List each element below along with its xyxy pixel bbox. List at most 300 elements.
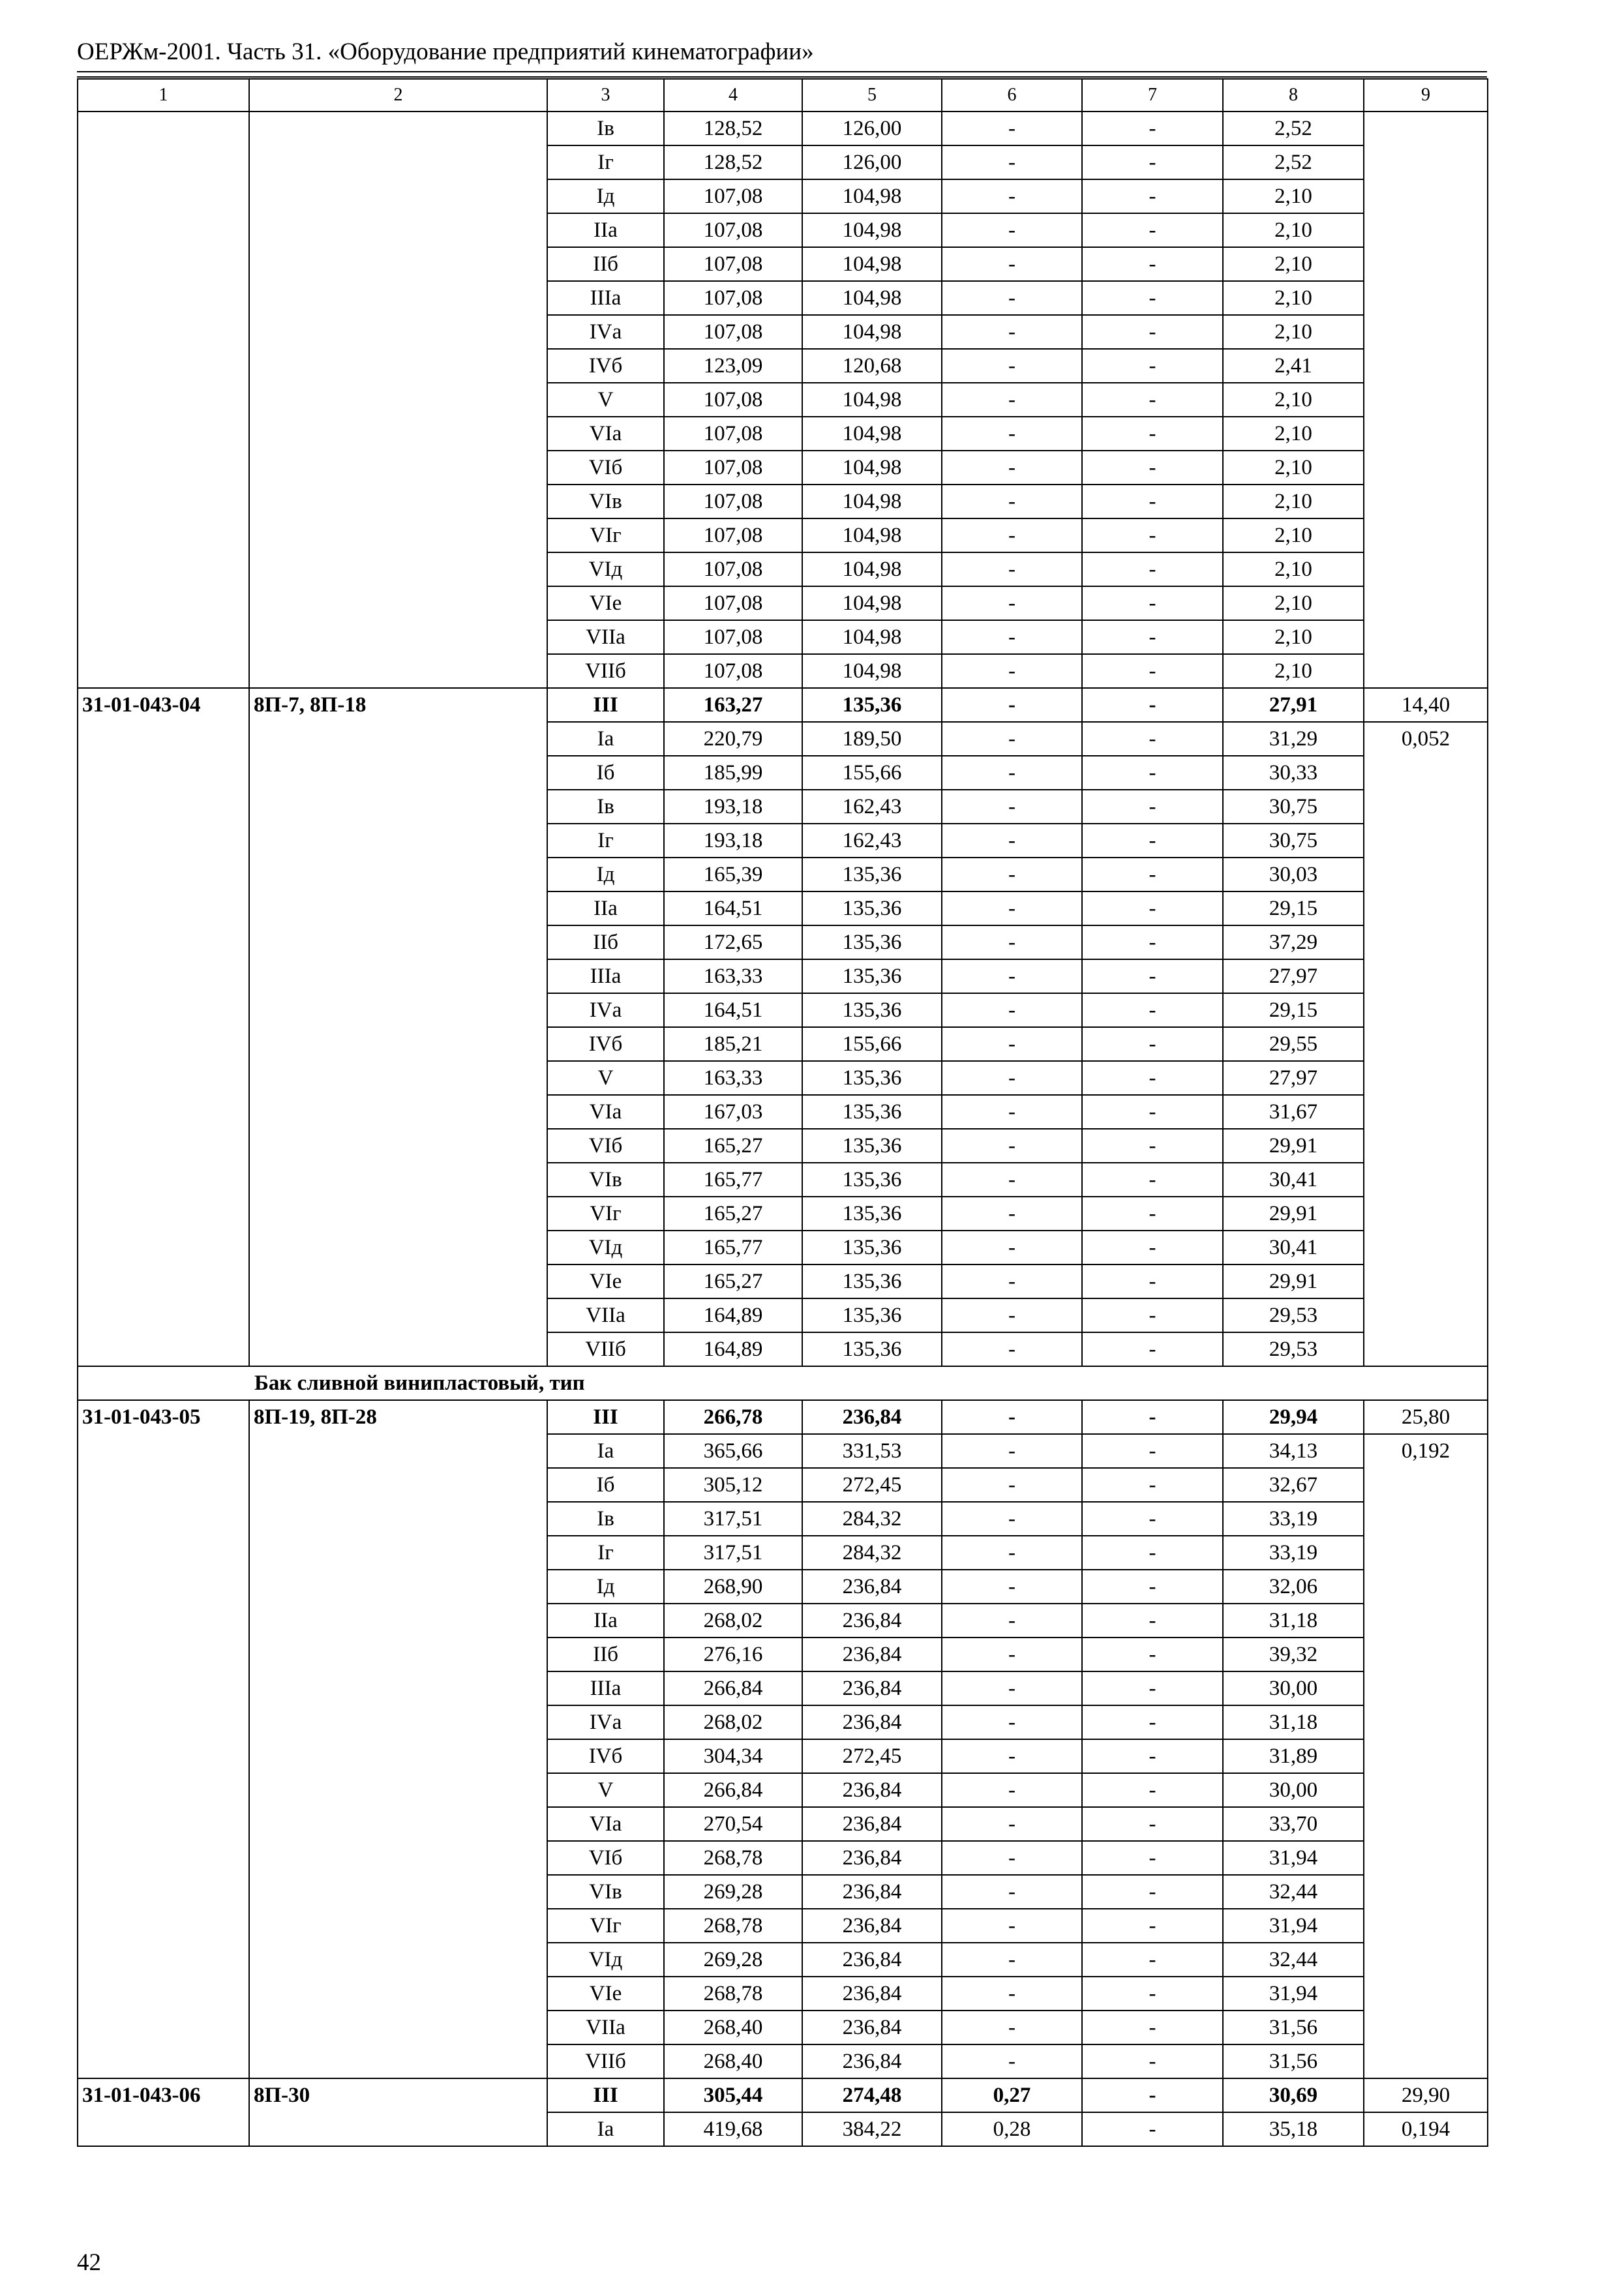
cell-col-7: -: [1082, 722, 1223, 756]
cell-col-3: IIб: [547, 247, 664, 281]
cell-col-4: 185,99: [664, 756, 802, 790]
cell-col-6: -: [942, 1061, 1082, 1095]
cell-col-5: 272,45: [802, 1739, 942, 1773]
cell-col-5: 236,84: [802, 1875, 942, 1909]
table-row: [78, 2078, 1488, 2112]
cell-col-6: -: [942, 1129, 1082, 1163]
cell-col-6: -: [942, 1231, 1082, 1264]
cell-col-6: -: [942, 383, 1082, 417]
column-number-7: 7: [1082, 79, 1223, 112]
cell-col-5: 104,98: [802, 383, 942, 417]
cell-col-3: IVб: [547, 1739, 664, 1773]
cell-col-8: 2,52: [1223, 145, 1364, 179]
cell-col-8: 29,53: [1223, 1332, 1364, 1366]
cell-col-4: 107,08: [664, 654, 802, 688]
cell-col-3: Iа: [547, 1434, 664, 1468]
cell-col-5: 274,48: [802, 2078, 942, 2112]
cell-col-5: 135,36: [802, 959, 942, 993]
cell-col-3: Iв: [547, 1502, 664, 1536]
cell-col-3: VIб: [547, 1129, 664, 1163]
cell-col-6: -: [942, 1163, 1082, 1197]
cell-col-3: IIIа: [547, 281, 664, 315]
cell-col-5: 135,36: [802, 925, 942, 959]
cell-col-7: -: [1082, 1807, 1223, 1841]
cell-col-5: 236,84: [802, 1671, 942, 1705]
cell-col-5: 135,36: [802, 1332, 942, 1366]
cell-col-7: -: [1082, 2078, 1223, 2112]
cell-col-7: -: [1082, 315, 1223, 349]
cell-col-7: -: [1082, 654, 1223, 688]
cell-col-3: Iа: [547, 722, 664, 756]
cell-col-4: 266,84: [664, 1671, 802, 1705]
cell-col-7: -: [1082, 620, 1223, 654]
cell-col-5: 155,66: [802, 1027, 942, 1061]
cell-col-4: 268,40: [664, 2011, 802, 2044]
cell-col-4: 193,18: [664, 824, 802, 858]
cell-col-3: VIв: [547, 485, 664, 518]
column-number-8: 8: [1223, 79, 1364, 112]
cell-col-5: 104,98: [802, 213, 942, 247]
cell-col-7: -: [1082, 2112, 1223, 2146]
cell-col-5: 104,98: [802, 179, 942, 213]
cell-col-3: IVа: [547, 993, 664, 1027]
cell-col-3: VIг: [547, 1197, 664, 1231]
cell-col-3: VIв: [547, 1875, 664, 1909]
cell-col-5: 104,98: [802, 451, 942, 485]
cell-col-6: -: [942, 824, 1082, 858]
cell-col-4: 269,28: [664, 1875, 802, 1909]
cell-col-4: 268,90: [664, 1570, 802, 1604]
cell-col-6: -: [942, 688, 1082, 722]
col9-value: 14,40: [1364, 688, 1488, 722]
cell-col-6: -: [942, 1638, 1082, 1671]
cell-col-3: Iб: [547, 1468, 664, 1502]
cell-col-3: Iг: [547, 1536, 664, 1570]
cell-col-8: 31,94: [1223, 1841, 1364, 1875]
cell-col-8: 39,32: [1223, 1638, 1364, 1671]
cell-col-3: VIIб: [547, 1332, 664, 1366]
cell-col-3: IIа: [547, 213, 664, 247]
cell-col-3: Iг: [547, 824, 664, 858]
cell-col-3: VIд: [547, 1231, 664, 1264]
cell-col-3: IIIа: [547, 1671, 664, 1705]
cell-col-6: -: [942, 858, 1082, 891]
cell-col-3: III: [547, 688, 664, 722]
cell-col-7: -: [1082, 451, 1223, 485]
cell-col-5: 104,98: [802, 518, 942, 552]
cell-col-5: 135,36: [802, 1298, 942, 1332]
cell-col-7: -: [1082, 552, 1223, 586]
cell-col-7: -: [1082, 2011, 1223, 2044]
cell-col-6: -: [942, 790, 1082, 824]
cell-col-5: 104,98: [802, 620, 942, 654]
cell-col-5: 135,36: [802, 688, 942, 722]
cell-col-8: 27,97: [1223, 959, 1364, 993]
cell-col-4: 107,08: [664, 417, 802, 451]
cell-col-3: Iв: [547, 112, 664, 145]
cell-col-8: 33,19: [1223, 1536, 1364, 1570]
cell-col-7: -: [1082, 959, 1223, 993]
cell-col-4: 220,79: [664, 722, 802, 756]
cell-col-8: 31,67: [1223, 1095, 1364, 1129]
cell-col-6: -: [942, 451, 1082, 485]
cell-col-8: 29,15: [1223, 891, 1364, 925]
cell-col-3: V: [547, 1061, 664, 1095]
cell-col-4: 107,08: [664, 281, 802, 315]
table-row: [78, 112, 1488, 145]
cell-col-5: 104,98: [802, 552, 942, 586]
cell-col-4: 185,21: [664, 1027, 802, 1061]
cell-col-8: 32,06: [1223, 1570, 1364, 1604]
cell-col-5: 135,36: [802, 1197, 942, 1231]
cell-col-3: Iв: [547, 790, 664, 824]
cell-col-6: -: [942, 756, 1082, 790]
header-rule: [77, 71, 1487, 72]
cell-col-4: 193,18: [664, 790, 802, 824]
cell-col-5: 236,84: [802, 1773, 942, 1807]
cell-col-3: IVа: [547, 315, 664, 349]
cell-col-3: III: [547, 1400, 664, 1434]
page-number: 42: [77, 2249, 101, 2276]
cell-col-3: VIд: [547, 1943, 664, 1977]
cell-col-8: 30,75: [1223, 790, 1364, 824]
cell-col-7: -: [1082, 1875, 1223, 1909]
cell-col-3: Iд: [547, 179, 664, 213]
cell-col-8: 29,91: [1223, 1264, 1364, 1298]
cell-col-3: VIе: [547, 586, 664, 620]
cell-col-6: -: [942, 1570, 1082, 1604]
cell-col-7: -: [1082, 756, 1223, 790]
cell-col-6: -: [942, 1264, 1082, 1298]
cell-col-8: 29,91: [1223, 1129, 1364, 1163]
cell-col-4: 268,78: [664, 1977, 802, 2011]
cell-col-4: 269,28: [664, 1943, 802, 1977]
cell-col-4: 165,27: [664, 1197, 802, 1231]
cell-col-8: 32,44: [1223, 1875, 1364, 1909]
header-rule-double: [77, 76, 1487, 78]
cell-col-4: 107,08: [664, 620, 802, 654]
cell-col-3: Iд: [547, 1570, 664, 1604]
cell-col-8: 32,67: [1223, 1468, 1364, 1502]
cell-col-6: -: [942, 1095, 1082, 1129]
cell-col-3: IIа: [547, 891, 664, 925]
cell-col-6: -: [942, 1197, 1082, 1231]
cell-col-5: 162,43: [802, 824, 942, 858]
cell-col-8: 2,10: [1223, 179, 1364, 213]
cell-col-3: VIа: [547, 1807, 664, 1841]
cell-col-7: -: [1082, 1434, 1223, 1468]
cell-col-4: 165,27: [664, 1264, 802, 1298]
cell-col-3: VIд: [547, 552, 664, 586]
rate-name: [249, 112, 547, 688]
cell-col-5: 135,36: [802, 1129, 942, 1163]
cell-col-7: -: [1082, 1638, 1223, 1671]
cell-col-6: 0,28: [942, 2112, 1082, 2146]
column-number-1: 1: [78, 79, 249, 112]
cell-col-7: -: [1082, 925, 1223, 959]
cell-col-8: 27,97: [1223, 1061, 1364, 1095]
rates-table: [77, 78, 1488, 2147]
cell-col-8: 33,70: [1223, 1807, 1364, 1841]
cell-col-4: 276,16: [664, 1638, 802, 1671]
cell-col-6: -: [942, 1739, 1082, 1773]
cell-col-7: -: [1082, 1841, 1223, 1875]
cell-col-4: 164,89: [664, 1332, 802, 1366]
column-number-3: 3: [547, 79, 664, 112]
rate-name: 8П-30: [249, 2078, 547, 2146]
cell-col-5: 135,36: [802, 1264, 942, 1298]
cell-col-6: -: [942, 620, 1082, 654]
cell-col-7: -: [1082, 586, 1223, 620]
cell-col-7: -: [1082, 824, 1223, 858]
cell-col-8: 29,55: [1223, 1027, 1364, 1061]
cell-col-7: -: [1082, 1705, 1223, 1739]
cell-col-5: 135,36: [802, 858, 942, 891]
cell-col-8: 29,53: [1223, 1298, 1364, 1332]
cell-col-5: 236,84: [802, 1807, 942, 1841]
cell-col-6: -: [942, 485, 1082, 518]
section-title: Бак сливной винипластовый, тип: [78, 1366, 1488, 1400]
cell-col-3: VIа: [547, 1095, 664, 1129]
cell-col-6: -: [942, 1536, 1082, 1570]
cell-col-3: VIг: [547, 1909, 664, 1943]
cell-col-8: 2,10: [1223, 518, 1364, 552]
cell-col-6: -: [942, 1027, 1082, 1061]
cell-col-3: V: [547, 1773, 664, 1807]
cell-col-6: -: [942, 1807, 1082, 1841]
cell-col-7: -: [1082, 112, 1223, 145]
cell-col-8: 30,00: [1223, 1671, 1364, 1705]
cell-col-8: 37,29: [1223, 925, 1364, 959]
cell-col-8: 30,00: [1223, 1773, 1364, 1807]
table-row: [78, 688, 1488, 722]
cell-col-3: VIIб: [547, 2044, 664, 2078]
cell-col-5: 120,68: [802, 349, 942, 383]
cell-col-8: 29,15: [1223, 993, 1364, 1027]
column-numbers-row: [78, 79, 1488, 112]
cell-col-4: 165,39: [664, 858, 802, 891]
col9-value: 25,80: [1364, 1400, 1488, 1434]
cell-col-6: -: [942, 1841, 1082, 1875]
cell-col-4: 107,08: [664, 552, 802, 586]
cell-col-6: -: [942, 993, 1082, 1027]
cell-col-5: 104,98: [802, 247, 942, 281]
cell-col-3: IIа: [547, 1604, 664, 1638]
rate-name: 8П-19, 8П-28: [249, 1400, 547, 2078]
column-number-6: 6: [942, 79, 1082, 112]
cell-col-8: 30,03: [1223, 858, 1364, 891]
cell-col-7: -: [1082, 1298, 1223, 1332]
cell-col-3: VIе: [547, 1264, 664, 1298]
cell-col-6: -: [942, 586, 1082, 620]
cell-col-6: -: [942, 417, 1082, 451]
cell-col-4: 317,51: [664, 1536, 802, 1570]
cell-col-5: 236,84: [802, 1841, 942, 1875]
col9-empty: [1364, 112, 1488, 688]
cell-col-5: 236,84: [802, 2011, 942, 2044]
cell-col-7: -: [1082, 1570, 1223, 1604]
cell-col-7: -: [1082, 1264, 1223, 1298]
cell-col-3: IIб: [547, 925, 664, 959]
cell-col-7: -: [1082, 383, 1223, 417]
rate-code: 31-01-043-04: [78, 688, 249, 1366]
cell-col-7: -: [1082, 1231, 1223, 1264]
cell-col-6: -: [942, 1671, 1082, 1705]
col9-value: 0,194: [1364, 2112, 1488, 2146]
cell-col-7: -: [1082, 1502, 1223, 1536]
cell-col-4: 268,02: [664, 1604, 802, 1638]
cell-col-7: -: [1082, 1604, 1223, 1638]
cell-col-7: -: [1082, 247, 1223, 281]
cell-col-3: VIIб: [547, 654, 664, 688]
cell-col-4: 164,51: [664, 891, 802, 925]
column-number-5: 5: [802, 79, 942, 112]
cell-col-8: 30,69: [1223, 2078, 1364, 2112]
cell-col-8: 30,41: [1223, 1163, 1364, 1197]
cell-col-6: -: [942, 654, 1082, 688]
cell-col-6: -: [942, 1400, 1082, 1434]
cell-col-3: Iа: [547, 2112, 664, 2146]
cell-col-4: 172,65: [664, 925, 802, 959]
cell-col-7: -: [1082, 417, 1223, 451]
cell-col-4: 305,12: [664, 1468, 802, 1502]
cell-col-8: 2,10: [1223, 417, 1364, 451]
column-number-2: 2: [249, 79, 547, 112]
cell-col-3: VIг: [547, 518, 664, 552]
cell-col-8: 2,10: [1223, 213, 1364, 247]
cell-col-6: -: [942, 213, 1082, 247]
cell-col-4: 163,27: [664, 688, 802, 722]
cell-col-5: 104,98: [802, 586, 942, 620]
cell-col-7: -: [1082, 1197, 1223, 1231]
cell-col-7: -: [1082, 891, 1223, 925]
cell-col-5: 135,36: [802, 1095, 942, 1129]
col9-value: 0,052: [1364, 722, 1488, 1366]
cell-col-3: VIе: [547, 1977, 664, 2011]
cell-col-5: 284,32: [802, 1536, 942, 1570]
cell-col-6: -: [942, 552, 1082, 586]
cell-col-5: 236,84: [802, 1638, 942, 1671]
cell-col-6: -: [942, 959, 1082, 993]
cell-col-4: 268,02: [664, 1705, 802, 1739]
cell-col-5: 104,98: [802, 654, 942, 688]
cell-col-5: 104,98: [802, 315, 942, 349]
cell-col-4: 128,52: [664, 112, 802, 145]
cell-col-8: 32,44: [1223, 1943, 1364, 1977]
column-number-9: 9: [1364, 79, 1488, 112]
cell-col-6: -: [942, 1434, 1082, 1468]
cell-col-4: 165,27: [664, 1129, 802, 1163]
cell-col-6: -: [942, 1468, 1082, 1502]
cell-col-4: 107,08: [664, 518, 802, 552]
cell-col-7: -: [1082, 1739, 1223, 1773]
cell-col-5: 189,50: [802, 722, 942, 756]
cell-col-3: VIв: [547, 1163, 664, 1197]
cell-col-8: 34,13: [1223, 1434, 1364, 1468]
cell-col-7: -: [1082, 281, 1223, 315]
cell-col-5: 135,36: [802, 891, 942, 925]
col9-value: 29,90: [1364, 2078, 1488, 2112]
cell-col-5: 236,84: [802, 1570, 942, 1604]
cell-col-5: 135,36: [802, 1061, 942, 1095]
cell-col-4: 107,08: [664, 485, 802, 518]
cell-col-6: -: [942, 1604, 1082, 1638]
cell-col-7: -: [1082, 349, 1223, 383]
cell-col-5: 236,84: [802, 1400, 942, 1434]
cell-col-6: -: [942, 349, 1082, 383]
cell-col-6: -: [942, 891, 1082, 925]
cell-col-3: V: [547, 383, 664, 417]
cell-col-8: 2,10: [1223, 620, 1364, 654]
cell-col-3: IIIа: [547, 959, 664, 993]
cell-col-4: 163,33: [664, 959, 802, 993]
cell-col-3: Iг: [547, 145, 664, 179]
cell-col-6: -: [942, 1705, 1082, 1739]
cell-col-8: 33,19: [1223, 1502, 1364, 1536]
cell-col-8: 31,56: [1223, 2044, 1364, 2078]
cell-col-4: 163,33: [664, 1061, 802, 1095]
cell-col-8: 35,18: [1223, 2112, 1364, 2146]
cell-col-6: -: [942, 281, 1082, 315]
cell-col-8: 2,10: [1223, 247, 1364, 281]
cell-col-7: -: [1082, 1332, 1223, 1366]
cell-col-7: -: [1082, 1027, 1223, 1061]
cell-col-5: 236,84: [802, 1604, 942, 1638]
cell-col-8: 31,89: [1223, 1739, 1364, 1773]
rate-code: 31-01-043-06: [78, 2078, 249, 2146]
cell-col-6: -: [942, 518, 1082, 552]
cell-col-8: 30,75: [1223, 824, 1364, 858]
cell-col-4: 266,84: [664, 1773, 802, 1807]
cell-col-8: 31,29: [1223, 722, 1364, 756]
cell-col-8: 31,18: [1223, 1705, 1364, 1739]
cell-col-7: -: [1082, 1943, 1223, 1977]
cell-col-5: 126,00: [802, 112, 942, 145]
cell-col-6: -: [942, 179, 1082, 213]
cell-col-4: 165,77: [664, 1163, 802, 1197]
rates-table-body: [78, 79, 1488, 2146]
cell-col-6: -: [942, 722, 1082, 756]
cell-col-8: 31,18: [1223, 1604, 1364, 1638]
cell-col-3: Iд: [547, 858, 664, 891]
cell-col-4: 107,08: [664, 179, 802, 213]
cell-col-4: 305,44: [664, 2078, 802, 2112]
cell-col-7: -: [1082, 2044, 1223, 2078]
cell-col-4: 164,51: [664, 993, 802, 1027]
cell-col-7: -: [1082, 1909, 1223, 1943]
cell-col-3: VIIа: [547, 1298, 664, 1332]
column-number-4: 4: [664, 79, 802, 112]
table-row: [78, 1400, 1488, 1434]
cell-col-4: 107,08: [664, 315, 802, 349]
cell-col-5: 162,43: [802, 790, 942, 824]
cell-col-8: 31,94: [1223, 1909, 1364, 1943]
cell-col-4: 164,89: [664, 1298, 802, 1332]
cell-col-4: 128,52: [664, 145, 802, 179]
cell-col-8: 31,94: [1223, 1977, 1364, 2011]
cell-col-6: -: [942, 1875, 1082, 1909]
cell-col-4: 419,68: [664, 2112, 802, 2146]
cell-col-4: 268,78: [664, 1841, 802, 1875]
cell-col-4: 317,51: [664, 1502, 802, 1536]
cell-col-8: 31,56: [1223, 2011, 1364, 2044]
cell-col-6: -: [942, 1502, 1082, 1536]
cell-col-3: VIIа: [547, 620, 664, 654]
cell-col-5: 272,45: [802, 1468, 942, 1502]
cell-col-6: 0,27: [942, 2078, 1082, 2112]
cell-col-5: 236,84: [802, 1909, 942, 1943]
cell-col-6: -: [942, 1943, 1082, 1977]
